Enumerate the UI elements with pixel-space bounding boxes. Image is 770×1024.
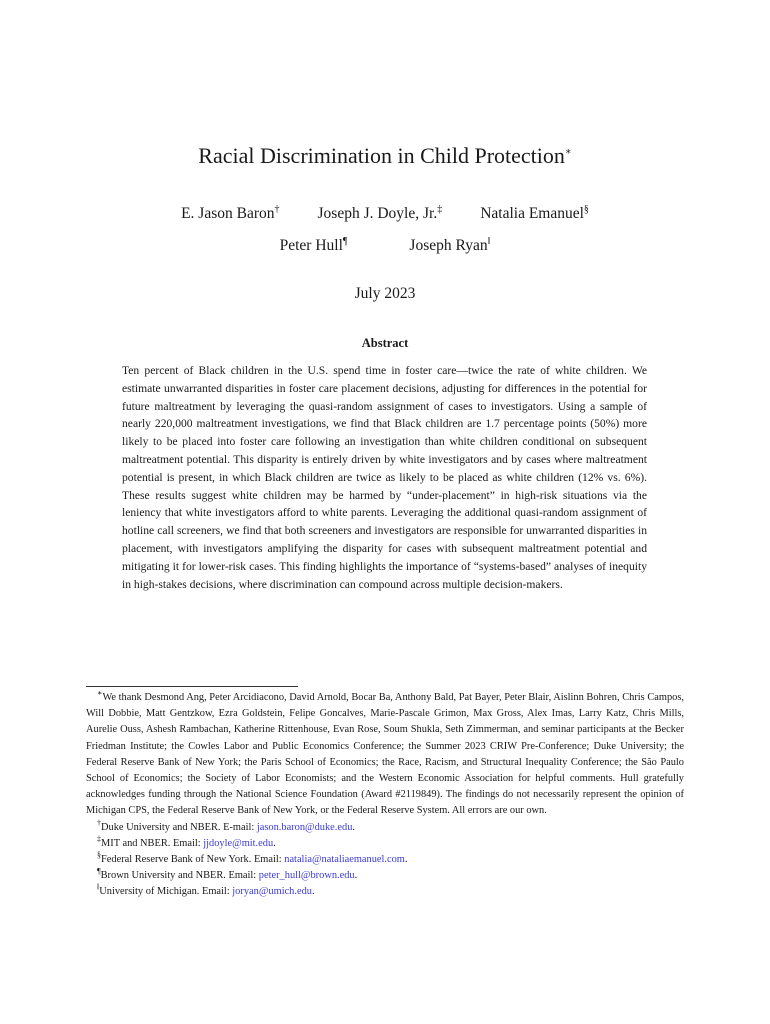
author-name: Joseph Ryan [409,237,488,254]
author [409,237,490,255]
author [318,205,443,223]
author-mark: § [583,203,589,215]
email-link[interactable]: peter_hull@brown.edu [258,870,355,882]
author-mark: ‡ [437,203,443,215]
author-mark: ¶ [342,235,348,247]
affiliation-end: . [404,854,408,866]
author-mark: ‖ [487,235,491,247]
author-name: Peter Hull [279,237,343,254]
affiliation-end: . [352,821,356,833]
affiliation-text: University of Michigan. Email: [99,886,233,898]
footnotes [86,690,684,901]
footnote-mark: † [97,818,101,828]
affiliation-footnote [86,836,684,852]
title-footnote-mark: ∗ [564,146,572,158]
author-name: E. Jason Baron [181,205,275,222]
paper-title [0,143,770,169]
affiliation-footnote [86,868,684,884]
footnote-mark: ∗ [97,688,103,698]
affiliation-text: Brown University and NBER. Email: [100,870,259,882]
author [181,205,279,223]
affiliation-end: . [354,870,358,882]
abstract-body: Ten percent of Black children in the U.S. spend time in foster care—twice the rate of white children. We estimate unwarranted disparities in foster care placement decisions, adjusting for differences in the potential for future maltreatment by leveraging the quasi-random assignment of cases to investigators. Using a sample of nearly 220,000 maltreatment investigations, we find that Black children are 1.7 percentage points (50%) more likely to be placed into foster care following an investigation than white children conditional on subsequent maltreatment potential. This disparity is entirely driven by white investigators and by cases where maltreatment potential is present, in which Black children are twice as likely to be placed as white children (12% vs. 6%). These results suggest white children may be harmed by “under-placement” in high-risk situations via the leniency that white investigators afford to white parents. Leveraging the additional quasi-random assignment of hotline call screeners, we find that both screeners and investigators are responsible for unwarranted disparities in placement, with investigators amplifying the disparity for cases with subsequent maltreatment potential and mitigating it for lower-risk cases. This finding highlights the importance of “systems-based” analyses of inequity in high-stakes decisions, where discrimination can compound across multiple decision-makers. [122,364,647,591]
abstract-heading: Abstract [361,336,409,350]
author [480,205,589,223]
footnote-mark: ‡ [97,834,101,844]
affiliation-text: Federal Reserve Bank of New York. Email: [101,854,285,866]
author [280,237,348,255]
author-name: Joseph J. Doyle, Jr. [317,205,438,222]
email-link[interactable]: natalia@nataliaemanuel.com [284,854,405,866]
authors-row-1 [0,205,770,223]
affiliation-footnote [86,852,684,868]
affiliation-footnote [86,884,684,900]
author-mark: † [274,203,280,215]
footnote-mark: § [97,850,101,860]
affiliation-end: . [273,837,276,849]
affiliation-text: Duke University and NBER. E-mail: [101,821,257,833]
email-link[interactable]: joryan@umich.edu [232,886,312,898]
email-link[interactable]: jason.baron@duke.edu [256,821,353,833]
affiliation-text: MIT and NBER. Email: [101,837,204,849]
acknowledgements-footnote [86,690,684,820]
footnote-mark: ¶ [97,866,101,876]
email-link[interactable]: jjdoyle@mit.edu [203,837,274,849]
title-text: Racial Discrimination in Child Protection [198,143,565,168]
footnote-rule [86,686,298,687]
affiliation-footnote [86,820,684,836]
paper-date: July 2023 [354,285,416,302]
footnote-text: We thank Desmond Ang, Peter Arcidiacono, David Arnold, Bocar Ba, Anthony Bald, Pat Bayer, Peter Blair, Aislinn Bohren, Chris Campos, Will Dobbie, Matt Gentzkow, Ezra Goldstein, Felipe Goncalves, Marie-Pascale Grimon, Max Gross, Alex Imas, Larry Katz, Chris Mills, Aurelie Ouss, Ashesh Rambachan, Katherine Rittenhouse, Evan Rose, Soum Shukla, Seth Zimmerman, and seminar participants at the Becker Friedman Institute; the Cowles Labor and Public Economics Conference; the Summer 2023 CRIW Pre-Conference; Duke University; the Federal Reserve Bank of New York; the Paris School of Economics; the Race, Racism, and Structural Inequality Conference; the São Paulo School of Economics; the Society of Labor Economists; and the Western Economic Association for helpful comments. Hull gratefully acknowledges funding through the National Science Foundation (Award #2119849). The findings do not necessarily represent the opinion of Michigan CPS, the Federal Reserve Bank of New York, or the Federal Reserve System. All errors are our own. [86,692,684,817]
authors-row-2 [0,237,770,255]
affiliation-end: . [311,886,315,898]
footnote-mark: ‖ [97,882,100,892]
author-name: Natalia Emanuel [480,205,584,222]
